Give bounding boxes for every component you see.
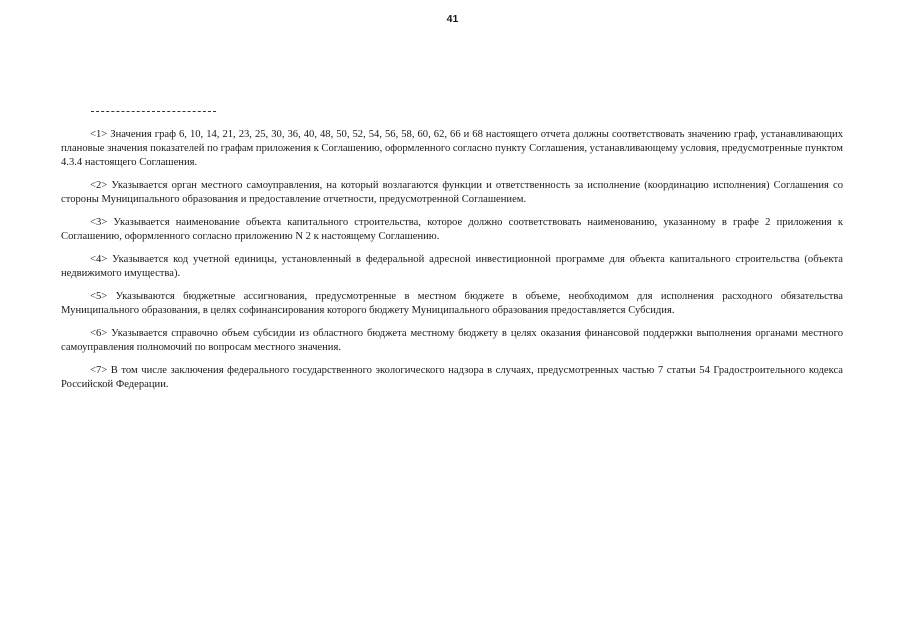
footnote-1: <1> Значения граф 6, 10, 14, 21, 23, 25, 30, 36, 40, 48, 50, 52, 54, 56, 58, 60, 62, 66 и 68 настоящего отчета должны соответствовать значению граф, устанавливающих плановые значения показателей по графам приложения к Соглашению, оформленного согласно пункту Соглашения, устанавливающему условия, предусмотренные пунктом 4.3.4 настоящего Соглашения. bbox=[61, 129, 843, 168]
footnote-3: <3> Указывается наименование объекта капитального строительства, которое должно соответствовать наименованию, указанному в графе 2 приложения к Соглашению, оформленного согласно приложению N 2 к настоящему Соглашению. bbox=[61, 217, 843, 242]
footnote-5: <5> Указываются бюджетные ассигнования, предусмотренные в местном бюджете в объеме, необходимом для исполнения расходного обязательства Муниципального образования, в целях софинансирования которого бюджету Муниципального образования предоставляется Субсидия. bbox=[61, 291, 843, 316]
footnotes bbox=[61, 128, 843, 401]
footnote-separator bbox=[91, 111, 216, 112]
footnote-6: <6> Указывается справочно объем субсидии из областного бюджета местному бюджету в целях оказания финансовой поддержки выполнения органами местного самоуправления полномочий по вопросам местного значения. bbox=[61, 328, 843, 353]
page-number: 41 bbox=[446, 13, 459, 25]
footnote-4: <4> Указывается код учетной единицы, установленный в федеральной адресной инвестиционной программе для объекта капитального строительства (объекта недвижимого имущества). bbox=[61, 254, 843, 279]
footnote-7: <7> В том числе заключения федерального государственного экологического надзора в случаях, предусмотренных частью 7 статьи 54 Градостроительного кодекса Российской Федерации. bbox=[61, 365, 843, 390]
footnote-2: <2> Указывается орган местного самоуправления, на который возлагаются функции и ответственность за исполнение (координацию исполнения) Соглашения со стороны Муниципального образования и предоставление отчетности, предусмотренной Соглашением. bbox=[61, 180, 843, 205]
